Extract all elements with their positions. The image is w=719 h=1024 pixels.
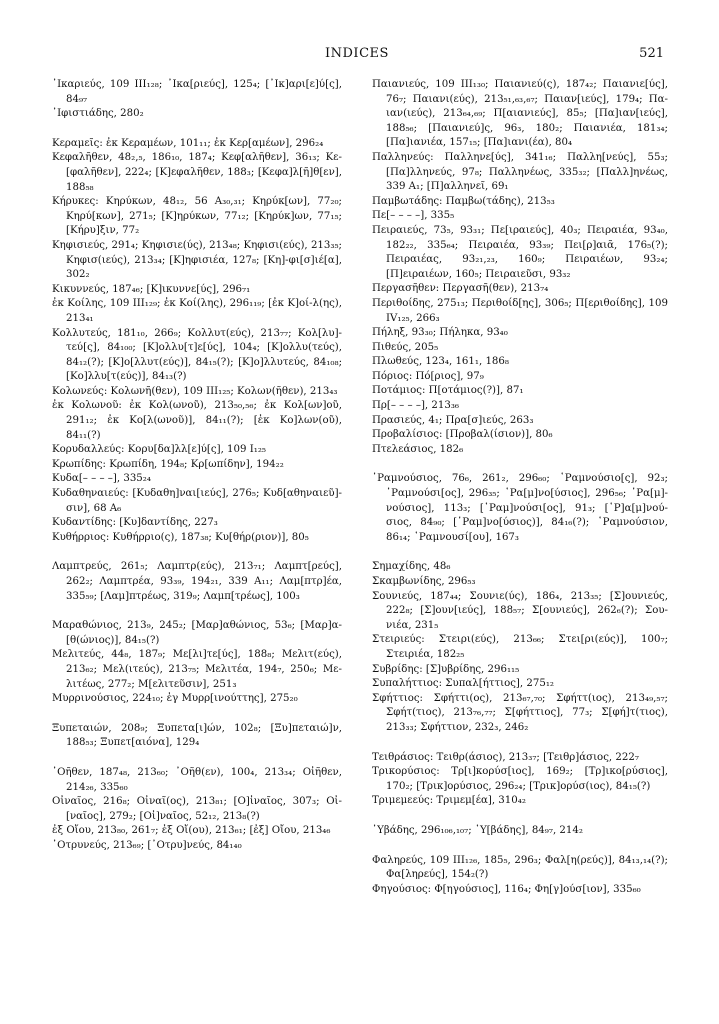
- index-entry: Προβαλίσιος: [Προβαλ(ίσιον)], 80₆: [372, 429, 553, 441]
- index-entry: Φαληρεύς, 109 III₁₂₆, 185₅, 296₃; Φαλ[η(ρεύς)], 84₁₃,₁₄(?); Φα[ληρεύς], 154₂(?): [372, 854, 668, 881]
- index-entry: Κεραμεῖς: ἐκ Κεραμέων, 101₁₁; ἐκ Κερ[αμέων], 296₂₄: [52, 137, 324, 149]
- index-entry: Κυδα[– – – –], 335₂₄: [52, 473, 151, 485]
- index-entry: Σφήττιος: Σφήττι(ος), 213₆₇,₇₀; Σφήττ(ιος), 213₄₉,₅₇; Σφήτ(τιος), 213₇₆,₇₇; Σ[φήττιος], 77₃; Σ[φή]τ(τιος), 213₃₃; Σφήττιον, 232₃, 246₂: [372, 692, 668, 733]
- index-column-right: [372, 78, 668, 897]
- index-entry: Συβρίδης: [Σ]υβρίδης, 296₁₁₅: [372, 663, 520, 675]
- index-entry: Παλληνεύς: Παλληνε[ύς], 341₁₆; Παλλη[νεύς], 55₃; [Πα]λληνεύς, 97₈; Παλληνέως, 335₃₂; [Παλλ]ηνέως, 339 A₁; [Π]αλληνεῖ, 69₁: [372, 151, 668, 193]
- index-entry: ᾿Οτρυνεύς, 213₆₉; [᾿Οτρυ]νεύς, 84₁₄₀: [52, 839, 242, 851]
- index-entry: Κυδαθηναιεύς: [Κυδαθη]ναι[ιεύς], 276₅; Κυδ[αθηναιεῦ]-σιν], 68 A₆: [52, 488, 342, 514]
- index-entry: Πρ[– – – –], 213₃₆: [372, 400, 460, 412]
- index-entry: Κυδαντίδης: [Κυ]δαντίδης, 227₃: [52, 517, 218, 529]
- index-entry: Σουνιεύς, 187₄₄; Σουνιε(ύς), 186₄, 213₃₅; [Σ]ουνιεύς, 222₈; [Σ]ουν[ιεύς], 188₅₇; Σ[ουνιεύς], 262₆(?); Σου-νιέα, 231₅: [372, 590, 668, 631]
- index-entry: Περγασῆθεν: Περγασῆ(θεν), 213₇₄: [372, 283, 549, 295]
- index-entry: Τειθράσιος: Τειθρ(άσιος), 213₃₇; [Τειθρ]άσιος, 222₇: [372, 751, 639, 763]
- index-entry: Κεφαλῆθεν, 48₂,₅, 186₁₀, 187₄; Κεφ[αλῆθεν], 36₁₃; Κε-[φαλῆθεν], 222₄; [Κ]εφαλῆθεν, 188₃; [Κεφα]λ[ῆ]θ[εν], 188₅₈: [52, 152, 342, 193]
- index-entry: Παμβωτάδης: Παμβω(τάδης), 213₅₃: [372, 195, 555, 207]
- index-entry: Μαραθώνιος, 213₉, 245₂; [Μαρ]αθώνιος, 53₆; [Μαρ]α-[θ(ώνιος)], 84₁₅(?): [52, 620, 342, 646]
- index-entry: Κορυδαλλεύς: Κορυ[δα]λλ[ε]ύ[ς], 109 I₁₂₅: [52, 444, 267, 456]
- index-column-left: [52, 78, 342, 854]
- index-entry: Στειριεύς: Στειρι(εύς), 213₆₆; Στει[ρι(εύς)], 100₇; Στειριέα, 182₂₅: [372, 634, 668, 660]
- index-entry: Τριμεμεεύς: Τριμεμ[έα], 310₄₂: [372, 795, 526, 807]
- index-entry: ἐκ Κοίλης, 109 III₁₂₉; ἐκ Κοί(λης), 296₁₁₉; [ἐκ Κ]οί-λ(ης), 213₄₁: [52, 298, 342, 324]
- index-entry: Παιανιεύς, 109 III₁₃₀; Παιανιεύ(ς), 187₄₂; Παιανιε[ύς], 76₇; Παιανι(εύς), 213₅₁,₆₃,₆₇; Παιαν[ιεύς], 179₄; Πα-ιαν(ιεύς), 213₆₄,₆₉; Π[αιανιεύς], 85₅; [Πα]ιαν[ιεύς], 188₅₆; [Παιανιεύ]ς, 96₃, 180₂; Παιανιέα, 181₃₄; [Πα]ιανιέα, 157₁₅; [Πα]ιανι(έα), 80₄: [372, 79, 668, 149]
- index-entry: Μελιτεύς, 44₈, 187₉; Με[λι]τε[ύς], 188₈; Μελιτ(εύς), 213₆₂; Μελ(ιτεύς), 213₇₅; Μελιτέα, 194₇, 250₆; Με-λιτέως, 277₂; Μ[ελιτεῦσιν], 251₃: [52, 649, 342, 690]
- index-entry: Περιθοίδης, 275₁₃; Περιθοίδ[ης], 306₅; Π[εριθοίδης], 109 IV₁₂₅, 266₃: [372, 297, 668, 324]
- index-entry: ᾿Ικαριεύς, 109 III₁₂₈; ᾿Ικα[ριεύς], 125₄; [᾿Ικ]αρι[ε]ύ[ς], 84₉₇: [52, 79, 342, 105]
- index-entry: ᾿Ιφιστιάδης, 280₂: [52, 108, 144, 120]
- index-entry: Κυθήρριος: Κυθήρριο(ς), 187₃₈; Κυ[θήρ(ριον)], 80₅: [52, 531, 309, 543]
- index-entry: Οἰναῖος, 216₈; Οἰναῖ(ος), 213₈₁; [Ο]ἰναῖος, 307₃; Οἰ-[ναῖος], 279₂; [Οἰ]ναῖος, 52₁₂, 213₈(?): [52, 796, 342, 822]
- index-entry: ἐκ Κολωνοῦ: ἐκ Κολ(ωνοῦ), 213₅₀,₅₆; ἐκ Κολ[ων]οῦ, 291₁₂; ἐκ Κο[λ(ωνοῦ)], 84₁₁(?); [ἐκ Κο]λων(οῦ), 84₁₁(?): [52, 400, 342, 441]
- index-entry: Κήρυκες: Κηρύκων, 48₁₂, 56 A₃₀,₃₁; Κηρύκ[ων], 77₂₀; Κηρύ[κων], 271₅; [Κ]ηρύκων, 77₁₂; [Κηρύκ]ων, 77₁₅; [Κήρυ]ξιν, 77₂: [52, 196, 342, 237]
- index-entry: ῾Υβάδης, 296₁₀₆,₁₀₇; ῾Υ[βάδης], 84₉₇, 214₂: [372, 824, 583, 836]
- index-entry: Κρωπίδης: Κρωπίδη, 194₈; Κρ[ωπίδην], 194₂₂: [52, 458, 284, 470]
- index-entry: ᾿Οῆθεν, 187₄₈, 213₆₀; ᾿Οῆθ(εν), 100₄, 213₃₄; Οἰῆθεν, 214₂₆, 335₆₀: [52, 766, 342, 793]
- index-entry: Πρασιεύς, 4₁; Πρα[σ]ιεύς, 263₃: [372, 414, 534, 426]
- index-entry: Κικυννεύς, 187₄₆; [Κ]ικυννε[ύς], 296₇₁: [52, 283, 251, 295]
- index-entry: Ξυπεταιών, 208₉; Ξυπετα[ι]ών, 102₈; [Ξυ]πεταιώ]ν, 188₅₃; Ξυπετ[αιόνα], 129₄: [52, 722, 342, 749]
- index-entry: Πτελεάσιος, 182₆: [372, 443, 464, 455]
- index-entry: Λαμπτρεύς, 261₅; Λαμπτρ(εύς), 213₇₁; Λαμπτ[ρεύς], 262₂; Λαμπτρέα, 93₃₉, 194₂₁, 339 A₁₁; Λαμ[πτρ]έα, 335₅₉; [Λαμ]πτρέως, 319₉; Λαμπ[τρέως], 100₃: [52, 561, 342, 602]
- index-entry: Σημαχίδης, 48₆: [372, 561, 451, 573]
- index-entry: Πήληξ, 93₃₀; Πήληκα, 93₄₀: [372, 327, 508, 339]
- index-entry: Κολωνεύς: Κολωνῆ(θεν), 109 III₁₂₅; Κολων(ῆθεν), 213₄₃: [52, 385, 338, 397]
- index-entry: Κηφισιεύς, 291₄; Κηφισιε(ύς), 213₄₈; Κηφισι(εύς), 213₃₅; Κηφισ(ιεύς), 213₃₄; [Κ]ηφισιέα, 127₈; [Κη]-φι[σ]ιέ[α], 302₂: [52, 239, 342, 281]
- index-entry: Σκαμβωνίδης, 296₅₃: [372, 576, 476, 587]
- index-entry: Φηγούσιος: Φ[ηγούσιος], 116₄; Φη[γ]ούσ[ιον], 335₆₀: [372, 883, 641, 895]
- running-head: INDICES: [325, 46, 389, 61]
- index-entry: Πλωθεύς, 123₄, 161₁, 186₈: [372, 356, 509, 368]
- index-entry: Τρικορύσιος: Τρ[ι]κορύσ[ιος], 169₂; [Τρ]ικο[ρύσιος], 170₂; [Τρικ]ορύσιος, 296₂₄; [Τρικ]ορύσ(ιος), 84₁₅(?): [372, 766, 668, 792]
- page-number: 521: [639, 46, 664, 61]
- index-entry: Πόριος: Πό[ριος], 97₉: [372, 370, 484, 382]
- index-entry: ῾Ραμνούσιος, 76₆, 261₂, 296₆₀; ῾Ραμνούσιο[ς], 92₃; ῾Ραμνούσι[ος], 296₃₅; ῾Ρα[μ]νο[ύσιος], 296₅₆; ῾Ρα[μ]-νούσιος], 113₃; [῾Ραμ]νούσι[ος], 91₃; [῾Ρ]α[μ]νού-σιος, 84₉₀; [῾Ραμ]νο[ύσιος)], 84₁₆(?); ῾Ραμνούσιον, 86₁₄; ῾Ραμνουσί[ου], 167₃: [372, 473, 668, 543]
- index-entry: Πιθεύς, 205₅: [372, 341, 439, 353]
- index-entry: Πε[– – – –], 335₅: [372, 210, 455, 222]
- index-entry: Πειραιεύς, 73₅, 93₃₁; Πε[ιραιεύς], 40₃; Πειραιέα, 93₄₀, 182₂₂, 335₆₄; Πειραιέα, 93₃₉; Πει[ρ]αιᾶ, 176₅(?); Πειραιέας, 93₂₁,₂₃, 160₉; Πειραιέων, 93₂₄; [Π]ειραιέων, 160₅; Πειραιεῦσι, 93₃₂: [372, 224, 668, 280]
- index-entry: Μυρρινούσιος, 224₁₀; ἐγ Μυρρ[ινούττης], 275₂₀: [52, 693, 298, 705]
- index-entry: Συπαλήττιος: Συπαλ[ήττιος], 275₁₂: [372, 678, 554, 690]
- index-entry: Κολλυτεύς, 181₁₀, 266₉; Κολλυτ(εύς), 213₇₇; Κολ[λυ]-τεύ[ς], 84₁₀₀; [Κ]ολλυ[τ]ε[ύς], 104₄; [Κ]ολλυ(τεύς), 84₁₂(?); [Κ]ο[λλυτ(εύς)], 84₁₅(?); [Κ]ο]λλυτεύς, 84₁₀₈; [Κο]λλυ[τ(εύς)], 84₁₃(?): [52, 327, 342, 383]
- index-entry: Ποτάμιος: Π[οτάμιος(?)], 87₁: [372, 385, 524, 397]
- index-entry: ἐξ Οἴου, 213₈₀, 261₇; ἐξ Οἴ(ου), 213₆₁; [ἐξ] Οἴου, 213₄₆: [52, 825, 331, 837]
